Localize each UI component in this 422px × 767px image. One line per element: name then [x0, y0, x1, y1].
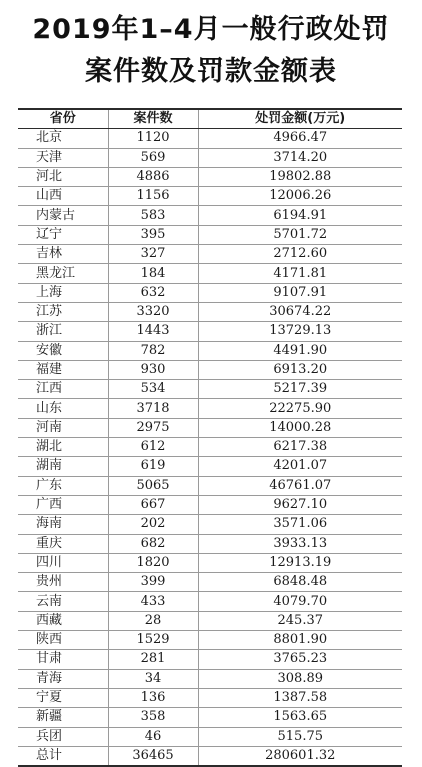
province-cell: 广东 [18, 476, 108, 495]
amount-cell: 14000.28 [198, 418, 402, 437]
province-cell: 山西 [18, 187, 108, 206]
province-cell: 贵州 [18, 573, 108, 592]
table-row [18, 495, 402, 514]
total-amount-cell: 280601.32 [198, 746, 402, 766]
amount-cell: 5217.39 [198, 380, 402, 399]
amount-cell: 4966.47 [198, 129, 402, 148]
table-row [18, 573, 402, 592]
amount-cell: 6913.20 [198, 360, 402, 379]
province-cell: 上海 [18, 283, 108, 302]
province-cell: 甘肃 [18, 650, 108, 669]
province-cell: 安徽 [18, 341, 108, 360]
province-cell: 浙江 [18, 322, 108, 341]
amount-cell: 4171.81 [198, 264, 402, 283]
header-province: 省份 [18, 109, 108, 129]
cases-cell: 281 [108, 650, 198, 669]
table-header-row [18, 109, 402, 129]
amount-cell: 46761.07 [198, 476, 402, 495]
cases-cell: 632 [108, 283, 198, 302]
cases-cell: 5065 [108, 476, 198, 495]
cases-cell: 184 [108, 264, 198, 283]
amount-cell: 515.75 [198, 727, 402, 746]
table-row [18, 360, 402, 379]
table-row [18, 669, 402, 688]
table-row [18, 129, 402, 148]
amount-cell: 6194.91 [198, 206, 402, 225]
header-amount: 处罚金额(万元) [198, 109, 402, 129]
province-cell: 北京 [18, 129, 108, 148]
cases-cell: 583 [108, 206, 198, 225]
cases-cell: 136 [108, 688, 198, 707]
cases-cell: 619 [108, 457, 198, 476]
cases-cell: 4886 [108, 167, 198, 186]
amount-cell: 2712.60 [198, 245, 402, 264]
province-cell: 广西 [18, 495, 108, 514]
province-cell: 吉林 [18, 245, 108, 264]
amount-cell: 9107.91 [198, 283, 402, 302]
amount-cell: 245.37 [198, 611, 402, 630]
province-cell: 海南 [18, 515, 108, 534]
header-cases: 案件数 [108, 109, 198, 129]
page-title-line-2: 案件数及罚款金额表 [85, 56, 337, 87]
table-row [18, 727, 402, 746]
province-cell: 宁夏 [18, 688, 108, 707]
province-cell: 黑龙江 [18, 264, 108, 283]
table-row [18, 650, 402, 669]
province-cell: 陕西 [18, 631, 108, 650]
province-cell: 四川 [18, 553, 108, 572]
table-row [18, 515, 402, 534]
province-cell: 福建 [18, 360, 108, 379]
cases-cell: 34 [108, 669, 198, 688]
amount-cell: 30674.22 [198, 302, 402, 321]
table-row [18, 187, 402, 206]
table-total-row [18, 746, 402, 766]
total-label-cell: 总计 [18, 746, 108, 766]
cases-cell: 1529 [108, 631, 198, 650]
table-row [18, 264, 402, 283]
cases-cell: 569 [108, 148, 198, 167]
table-row [18, 688, 402, 707]
province-cell: 兵团 [18, 727, 108, 746]
cases-cell: 395 [108, 225, 198, 244]
cases-cell: 28 [108, 611, 198, 630]
cases-cell: 399 [108, 573, 198, 592]
table-row [18, 457, 402, 476]
amount-cell: 308.89 [198, 669, 402, 688]
table-row [18, 283, 402, 302]
cases-cell: 2975 [108, 418, 198, 437]
cases-cell: 202 [108, 515, 198, 534]
amount-cell: 6217.38 [198, 438, 402, 457]
table-row [18, 225, 402, 244]
province-cell: 江苏 [18, 302, 108, 321]
province-cell: 新疆 [18, 708, 108, 727]
cases-cell: 433 [108, 592, 198, 611]
table-row [18, 592, 402, 611]
table-row [18, 302, 402, 321]
amount-cell: 4201.07 [198, 457, 402, 476]
amount-cell: 3714.20 [198, 148, 402, 167]
table-row [18, 206, 402, 225]
table-row [18, 341, 402, 360]
table-row [18, 245, 402, 264]
province-cell: 河北 [18, 167, 108, 186]
amount-cell: 6848.48 [198, 573, 402, 592]
table-row [18, 380, 402, 399]
cases-cell: 1443 [108, 322, 198, 341]
cases-cell: 1120 [108, 129, 198, 148]
province-cell: 青海 [18, 669, 108, 688]
province-cell: 河南 [18, 418, 108, 437]
cases-cell: 612 [108, 438, 198, 457]
amount-cell: 4079.70 [198, 592, 402, 611]
amount-cell: 1387.58 [198, 688, 402, 707]
province-cell: 云南 [18, 592, 108, 611]
amount-cell: 12006.26 [198, 187, 402, 206]
province-cell: 天津 [18, 148, 108, 167]
province-cell: 江西 [18, 380, 108, 399]
table-row [18, 418, 402, 437]
cases-cell: 327 [108, 245, 198, 264]
province-cell: 内蒙古 [18, 206, 108, 225]
table-row [18, 167, 402, 186]
amount-cell: 9627.10 [198, 495, 402, 514]
cases-cell: 3320 [108, 302, 198, 321]
amount-cell: 3765.23 [198, 650, 402, 669]
amount-cell: 1563.65 [198, 708, 402, 727]
cases-cell: 534 [108, 380, 198, 399]
cases-cell: 667 [108, 495, 198, 514]
amount-cell: 3571.06 [198, 515, 402, 534]
cases-cell: 1156 [108, 187, 198, 206]
page-title-line-1: 2019年1–4月一般行政处罚 [32, 14, 390, 45]
amount-cell: 12913.19 [198, 553, 402, 572]
cases-cell: 682 [108, 534, 198, 553]
cases-cell: 3718 [108, 399, 198, 418]
province-cell: 辽宁 [18, 225, 108, 244]
province-cell: 重庆 [18, 534, 108, 553]
cases-cell: 930 [108, 360, 198, 379]
total-cases-cell: 36465 [108, 746, 198, 766]
amount-cell: 5701.72 [198, 225, 402, 244]
cases-cell: 358 [108, 708, 198, 727]
table-row [18, 399, 402, 418]
province-cell: 山东 [18, 399, 108, 418]
cases-cell: 782 [108, 341, 198, 360]
cases-cell: 1820 [108, 553, 198, 572]
penalty-table [18, 108, 402, 767]
table-body [18, 129, 402, 766]
table-row [18, 631, 402, 650]
table-row [18, 611, 402, 630]
province-cell: 西藏 [18, 611, 108, 630]
amount-cell: 19802.88 [198, 167, 402, 186]
table-row [18, 322, 402, 341]
amount-cell: 8801.90 [198, 631, 402, 650]
table-row [18, 534, 402, 553]
table-row [18, 553, 402, 572]
amount-cell: 13729.13 [198, 322, 402, 341]
table-row [18, 708, 402, 727]
amount-cell: 4491.90 [198, 341, 402, 360]
amount-cell: 3933.13 [198, 534, 402, 553]
province-cell: 湖南 [18, 457, 108, 476]
table-row [18, 438, 402, 457]
cases-cell: 46 [108, 727, 198, 746]
amount-cell: 22275.90 [198, 399, 402, 418]
table-row [18, 476, 402, 495]
table-row [18, 148, 402, 167]
province-cell: 湖北 [18, 438, 108, 457]
